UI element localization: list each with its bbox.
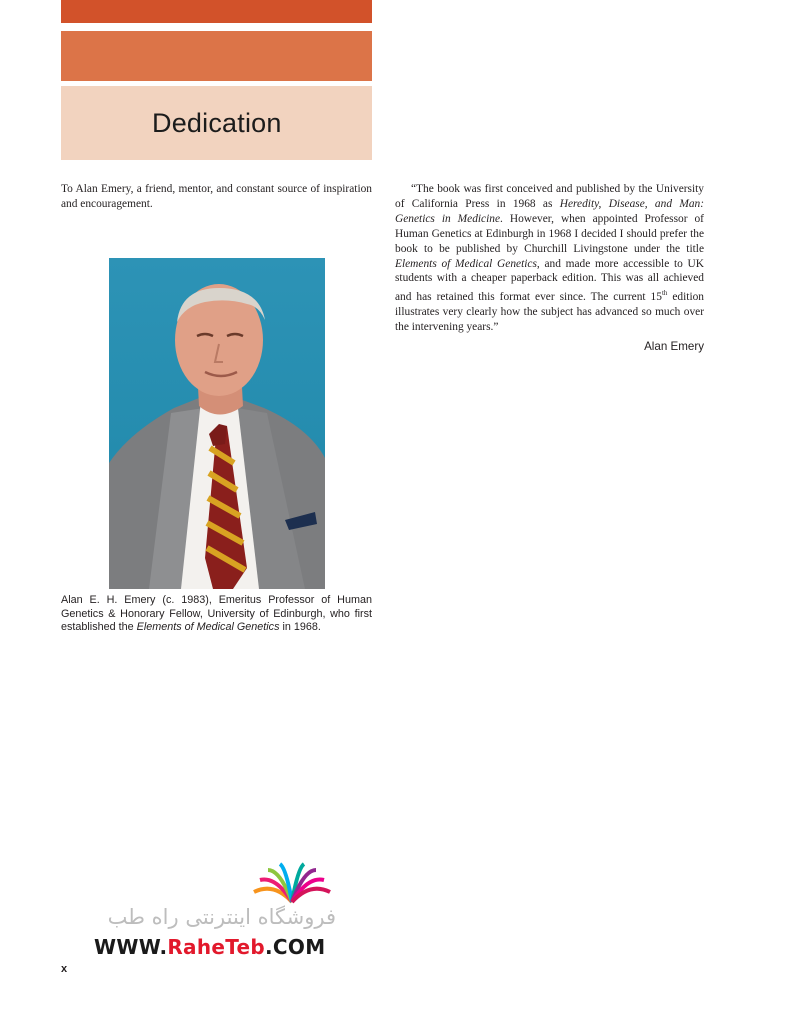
caption-book-title: Elements of Medical Genetics: [136, 621, 280, 633]
quote-text-4: edition illustrates very clearly how the subject has advanced so much over the intervening years.”: [395, 291, 705, 333]
watermark-url-prefix: WWW.: [94, 935, 168, 959]
photo-caption: [61, 594, 372, 635]
quote-book-title-1: Heredity, Disease, and Man: Genetics in Medicine: [395, 197, 705, 225]
quote-author: Alan Emery: [644, 340, 704, 353]
watermark-url: [94, 935, 325, 959]
header-band-top: [61, 0, 372, 23]
open-book-logo-icon: [252, 862, 332, 906]
page-title: Dedication: [152, 107, 282, 138]
dedication-text: To Alan Emery, a friend, mentor, and constant source of inspiration and encouragement.: [61, 183, 372, 211]
quote-text-1: “The book was first conceived and published by the University of California Press in 1968 as: [395, 183, 704, 210]
header-band-middle: [61, 31, 372, 81]
page-number: x: [61, 963, 68, 975]
watermark-url-suffix: .COM: [265, 935, 326, 959]
quote-text-3: , and made more accessible to UK students with a cheaper paperback edition. This was all achieved and has retained this format ever since. The current 15: [395, 257, 704, 304]
quote-book-title-2: Elements of Medical Genetics: [395, 257, 537, 270]
quote-text-2: . However, when appointed Professor of Human Genetics at Edinburgh in 1968 I decided I should prefer the book to be published by Churchill Livingstone under the title: [395, 212, 704, 255]
watermark: [92, 858, 342, 966]
caption-text-end: in 1968.: [279, 621, 321, 633]
quote-paragraph: [395, 182, 704, 335]
portrait-photo: [109, 258, 325, 589]
watermark-persian-text: فروشگاه اینترنتی راه طب: [107, 905, 336, 929]
title-banner: [61, 86, 372, 160]
caption-text: Alan E. H. Emery (c. 1983), Emeritus Professor of Human Genetics & Honorary Fellow, University of Edinburgh, who first established the: [61, 594, 372, 633]
watermark-url-brand: RaheTeb: [167, 935, 266, 959]
quote-superscript: th: [661, 289, 668, 298]
portrait-illustration: [109, 258, 325, 589]
